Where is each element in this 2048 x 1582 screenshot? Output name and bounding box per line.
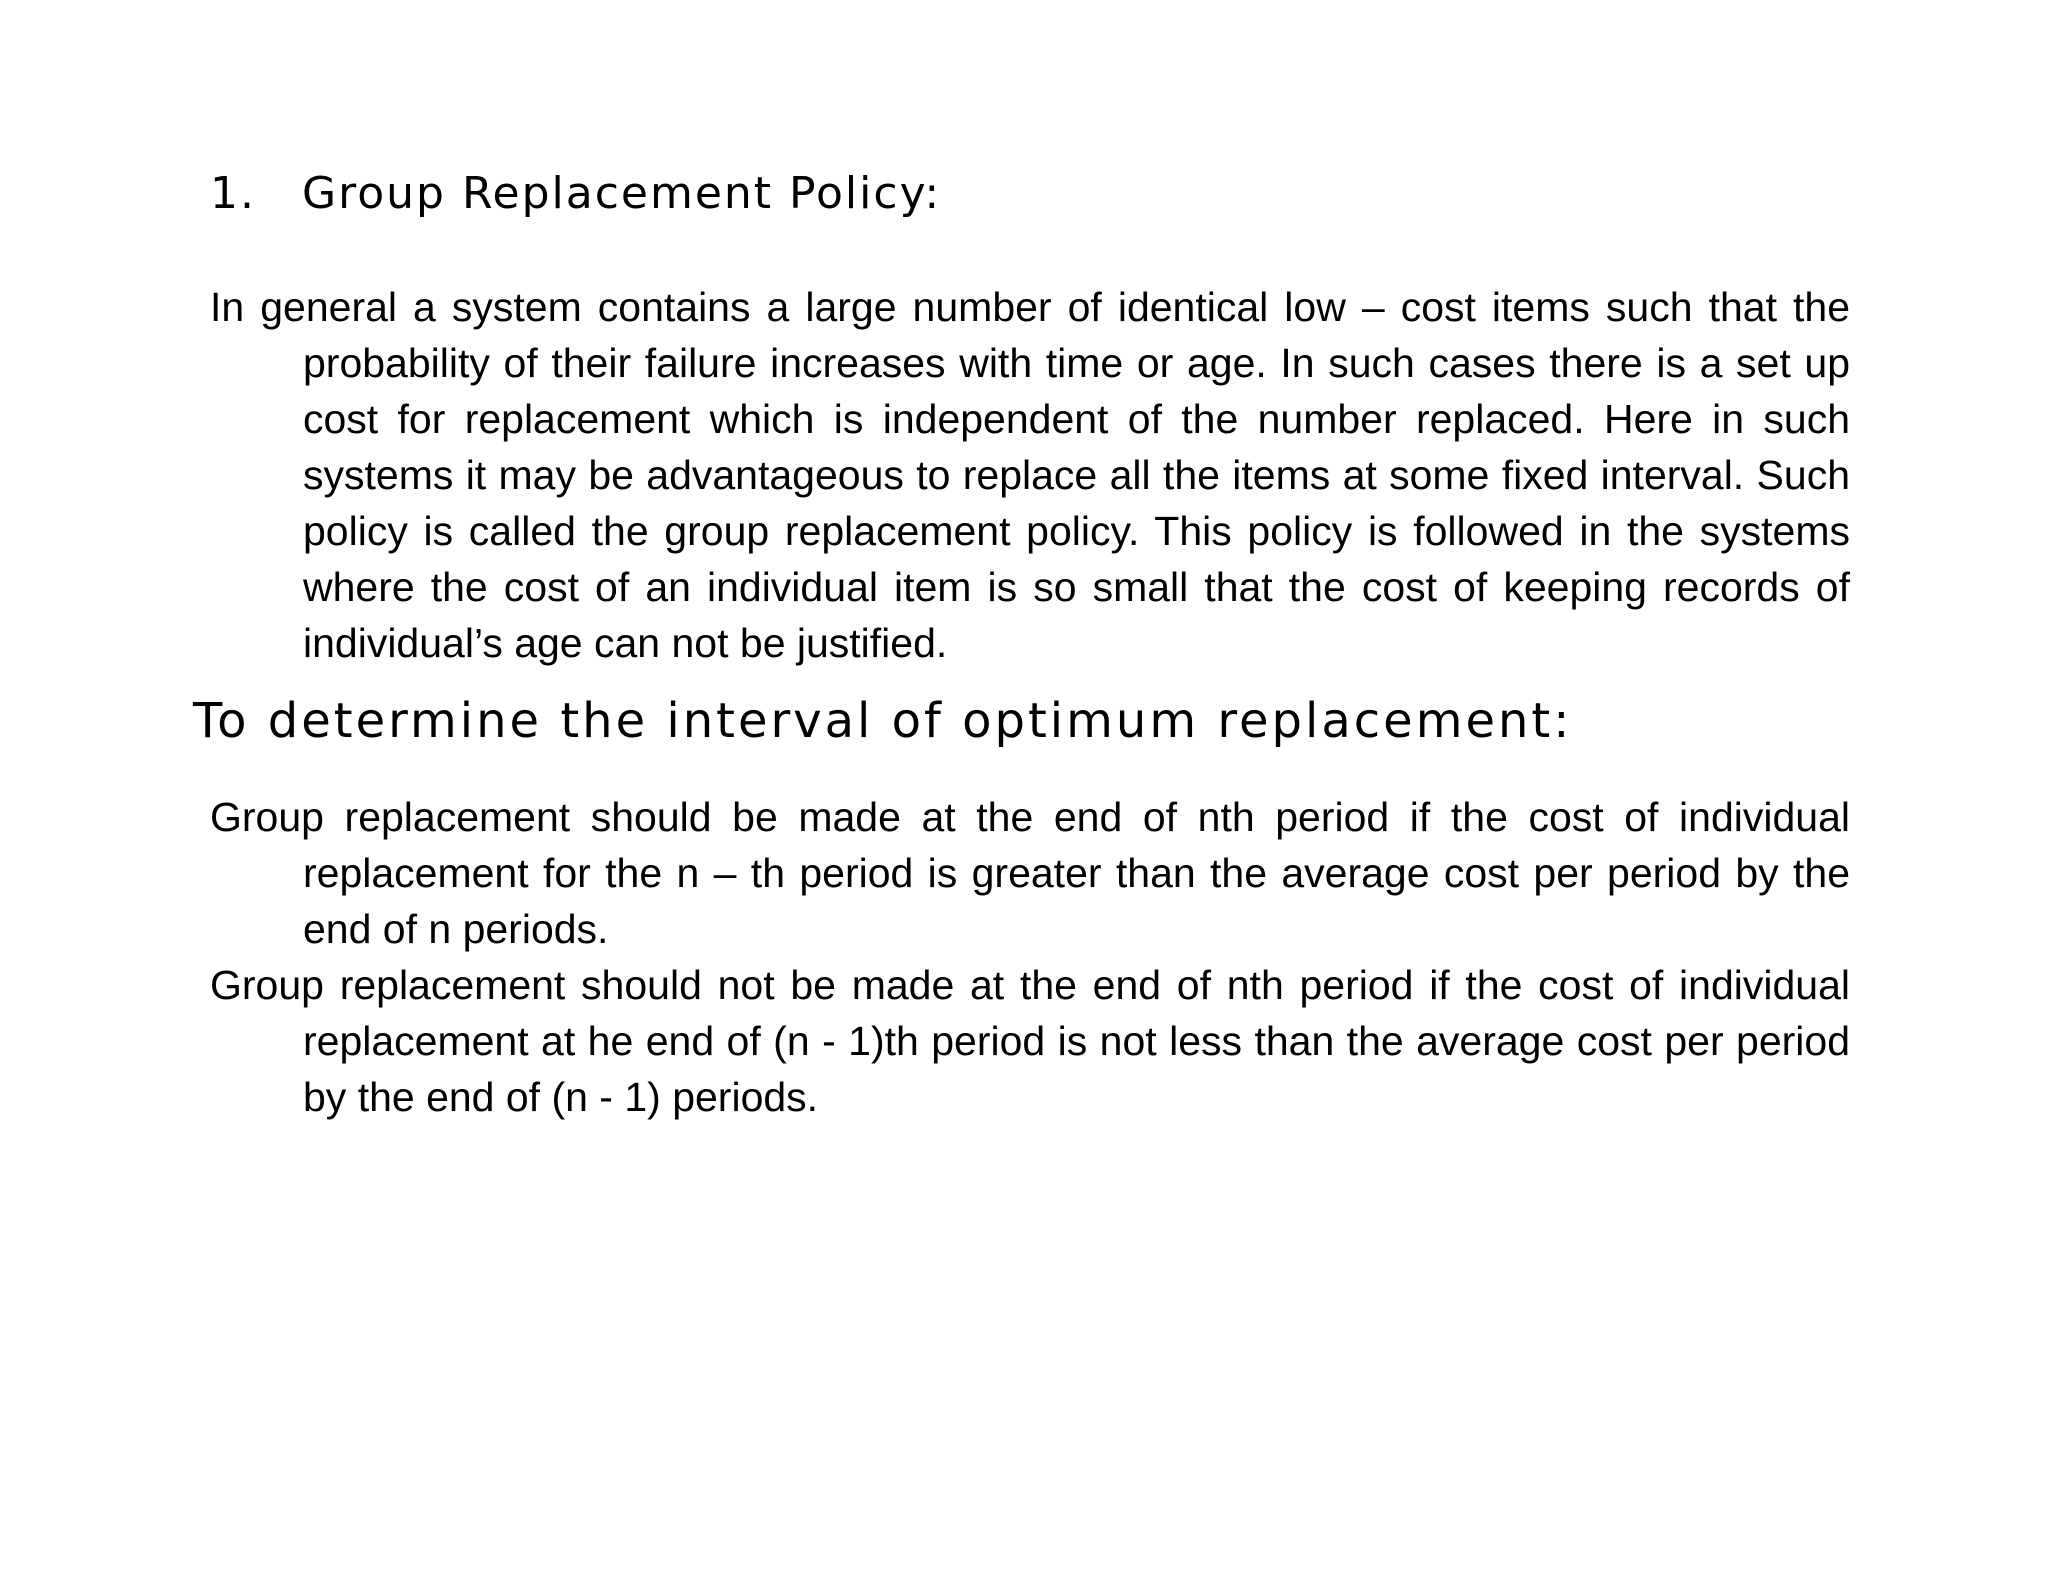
- subheading: To determine the interval of optimum replacement:: [193, 693, 1573, 749]
- rule-paragraph-2: Group replacement should not be made at the end of nth period if the cost of individual replacement at he end of (n - 1)th period is not less than the average cost per period by the end of (n - 1) periods.: [210, 962, 1850, 1120]
- section-title: Group Replacement Policy:: [302, 168, 942, 219]
- section-number: 1.: [210, 168, 256, 219]
- section-heading: [210, 168, 941, 219]
- rule-paragraph-1: Group replacement should be made at the end of nth period if the cost of individual replacement for the n – th period is greater than the average cost per period by the end of n periods.: [210, 794, 1850, 952]
- intro-paragraph: In general a system contains a large number of identical low – cost items such that the probability of their failure increases with time or age. In such cases there is a set up cost for replacement which is independent of the number replaced. Here in such systems it may be advantageous to replace all the items at some fixed interval. Such policy is called the group replacement policy. This policy is followed in the systems where the cost of an individual item is so small that the cost of keeping records of individual’s age can not be justified.: [210, 284, 1850, 666]
